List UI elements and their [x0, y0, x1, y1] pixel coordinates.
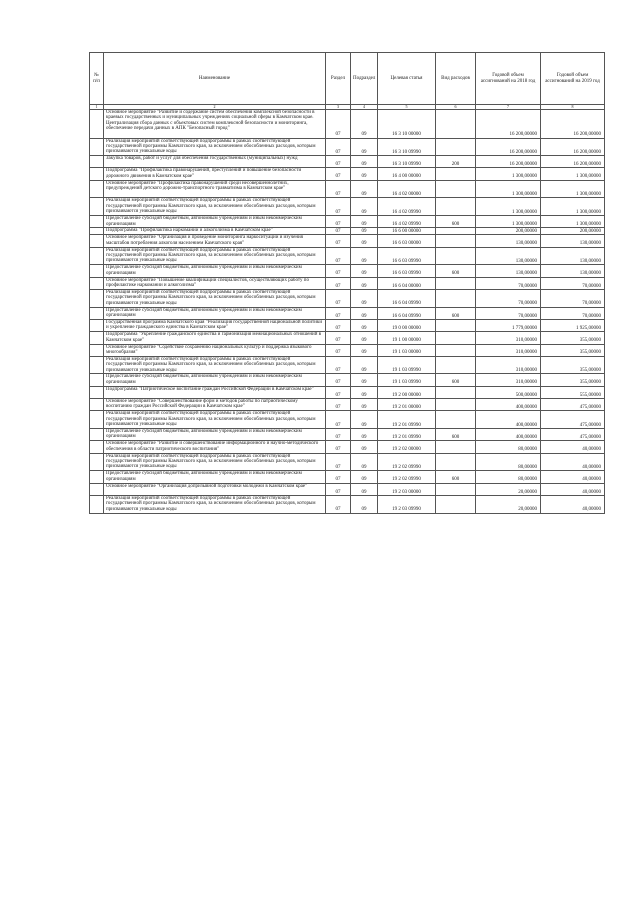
row-2018-cell: 500,00000 [476, 386, 541, 398]
row-type-cell: 600 [436, 307, 476, 319]
row-code-cell: 16 6 03 09990 [378, 247, 436, 265]
row-name-cell: Государственная программа Камчатского края "Реализация государственной национальной политики и укрепление гражданского единства в Камчатском крае" [104, 319, 326, 331]
row-number-cell [90, 356, 104, 374]
row-number-cell [90, 411, 104, 429]
row-section-cell: 07 [326, 471, 351, 483]
row-2018-cell: 1 779,00000 [476, 319, 541, 331]
table-row [90, 198, 605, 216]
row-section-cell: 07 [326, 110, 351, 139]
row-2019-cell: 70,00000 [541, 277, 605, 289]
table-row [90, 344, 605, 356]
col-number: 7 [476, 105, 541, 110]
row-name-cell: Основное мероприятие "Повышение квалификации специалистов, осуществляющих работу по профилактике наркомании и алкоголизма" [104, 277, 326, 289]
row-number-cell [90, 289, 104, 307]
row-number-cell [90, 332, 104, 344]
table-row [90, 495, 605, 513]
col-header-section: Раздел [326, 53, 351, 105]
row-2018-cell: 80,00000 [476, 453, 541, 471]
row-code-cell: 16 4 02 00000 [378, 180, 436, 198]
row-subsection-cell: 09 [351, 307, 378, 319]
table-row [90, 319, 605, 331]
row-2019-cell: 1 300,00000 [541, 168, 605, 180]
row-code-cell: 19 1 03 09990 [378, 356, 436, 374]
row-subsection-cell: 09 [351, 344, 378, 356]
row-number-cell [90, 198, 104, 216]
row-section-cell: 07 [326, 495, 351, 513]
row-name-cell: Подпрограмма "Укрепление гражданского единства и гармонизация межнациональных отношений в Камчатском крае" [104, 332, 326, 344]
row-section-cell: 07 [326, 399, 351, 411]
row-type-cell [436, 228, 476, 235]
row-code-cell: 16 3 10 09990 [378, 156, 436, 168]
row-number-cell [90, 110, 104, 139]
row-section-cell: 07 [326, 307, 351, 319]
table-row [90, 289, 605, 307]
row-subsection-cell: 09 [351, 235, 378, 247]
budget-page [89, 52, 604, 514]
row-subsection-cell: 09 [351, 247, 378, 265]
row-2018-cell: 130,00000 [476, 235, 541, 247]
row-number-cell [90, 138, 104, 156]
row-number-cell [90, 344, 104, 356]
row-subsection-cell: 09 [351, 277, 378, 289]
row-section-cell: 07 [326, 374, 351, 386]
row-2018-cell: 70,00000 [476, 277, 541, 289]
table-row [90, 228, 605, 235]
row-subsection-cell: 09 [351, 441, 378, 453]
row-subsection-cell: 09 [351, 265, 378, 277]
row-name-cell: Предоставление субсидий бюджетным, автономным учреждениям и иным некоммерческим организациям [104, 374, 326, 386]
row-section-cell: 07 [326, 156, 351, 168]
row-code-cell: 19 2 03 00000 [378, 483, 436, 495]
row-2019-cell: 200,00000 [541, 228, 605, 235]
row-number-cell [90, 216, 104, 228]
row-2019-cell: 355,00000 [541, 332, 605, 344]
row-2018-cell: 16 200,00000 [476, 110, 541, 139]
row-subsection-cell: 09 [351, 399, 378, 411]
row-code-cell: 16 4 00 00000 [378, 168, 436, 180]
row-subsection-cell: 09 [351, 180, 378, 198]
col-number: 4 [351, 105, 378, 110]
row-number-cell [90, 386, 104, 398]
row-section-cell: 07 [326, 180, 351, 198]
col-header-type: Вид расходов [436, 53, 476, 105]
row-subsection-cell: 09 [351, 429, 378, 441]
row-name-cell: Реализация мероприятий соответствующей подпрограммы в рамках соответствующей государственной программы Камчатского края, за исключением обособленных расходов, которым присваиваются уникальные коды [104, 198, 326, 216]
col-number: 5 [378, 105, 436, 110]
row-2019-cell: 130,00000 [541, 265, 605, 277]
row-section-cell: 07 [326, 453, 351, 471]
table-row [90, 411, 605, 429]
table-body [90, 110, 605, 514]
row-2019-cell: 355,00000 [541, 374, 605, 386]
row-section-cell: 07 [326, 289, 351, 307]
row-type-cell [436, 441, 476, 453]
row-number-cell [90, 429, 104, 441]
col-header-2019: Годовой объем ассигнований на 2019 год [541, 53, 605, 105]
row-2019-cell: 475,00000 [541, 411, 605, 429]
row-type-cell [436, 180, 476, 198]
row-section-cell: 07 [326, 411, 351, 429]
row-2019-cell: 1 300,00000 [541, 216, 605, 228]
row-section-cell: 07 [326, 386, 351, 398]
row-name-cell: Реализация мероприятий соответствующей подпрограммы в рамках соответствующей государственной программы Камчатского края, за исключением обособленных расходов, которым присваиваются уникальные коды [104, 495, 326, 513]
row-code-cell: 16 6 00 00000 [378, 228, 436, 235]
table-row [90, 453, 605, 471]
row-section-cell: 07 [326, 265, 351, 277]
row-code-cell: 19 1 03 00000 [378, 344, 436, 356]
row-code-cell: 19 1 00 00000 [378, 332, 436, 344]
row-code-cell: 19 2 02 09990 [378, 471, 436, 483]
row-2019-cell: 475,00000 [541, 399, 605, 411]
row-2019-cell: 40,00000 [541, 483, 605, 495]
table-row [90, 429, 605, 441]
row-code-cell: 19 2 02 09990 [378, 453, 436, 471]
table-row [90, 110, 605, 139]
row-code-cell: 19 2 01 09990 [378, 429, 436, 441]
row-2019-cell: 555,00000 [541, 386, 605, 398]
row-type-cell [436, 247, 476, 265]
row-subsection-cell: 09 [351, 110, 378, 139]
row-type-cell: 200 [436, 156, 476, 168]
row-subsection-cell: 09 [351, 483, 378, 495]
row-2018-cell: 70,00000 [476, 307, 541, 319]
row-2019-cell: 355,00000 [541, 356, 605, 374]
row-code-cell: 19 0 00 00000 [378, 319, 436, 331]
row-2018-cell: 310,00000 [476, 344, 541, 356]
row-code-cell: 19 2 01 00000 [378, 399, 436, 411]
row-2018-cell: 1 300,00000 [476, 168, 541, 180]
row-2019-cell: 130,00000 [541, 235, 605, 247]
table-row [90, 386, 605, 398]
row-2019-cell: 70,00000 [541, 289, 605, 307]
row-2018-cell: 1 300,00000 [476, 216, 541, 228]
row-2019-cell: 475,00000 [541, 429, 605, 441]
col-header-subsection: Подраздел [351, 53, 378, 105]
row-2019-cell: 40,00000 [541, 495, 605, 513]
row-2018-cell: 400,00000 [476, 399, 541, 411]
row-2018-cell: 16 200,00000 [476, 138, 541, 156]
col-number: 8 [541, 105, 605, 110]
row-type-cell [436, 110, 476, 139]
row-subsection-cell: 09 [351, 156, 378, 168]
row-code-cell: 16 6 04 09990 [378, 307, 436, 319]
row-2019-cell: 70,00000 [541, 307, 605, 319]
row-section-cell: 07 [326, 319, 351, 331]
row-type-cell [436, 168, 476, 180]
row-type-cell [436, 386, 476, 398]
row-name-cell: Реализация мероприятий соответствующей подпрограммы в рамках соответствующей государственной программы Камчатского края, за исключением обособленных расходов, которым присваиваются уникальные коды [104, 411, 326, 429]
row-type-cell [436, 319, 476, 331]
row-name-cell: Реализация мероприятий соответствующей подпрограммы в рамках соответствующей государственной программы Камчатского края, за исключением обособленных расходов, которым присваиваются уникальные коды [104, 138, 326, 156]
row-number-cell [90, 168, 104, 180]
row-subsection-cell: 09 [351, 332, 378, 344]
row-subsection-cell: 09 [351, 471, 378, 483]
row-section-cell: 07 [326, 332, 351, 344]
row-2018-cell: 80,00000 [476, 471, 541, 483]
row-2018-cell: 20,00000 [476, 495, 541, 513]
row-section-cell: 07 [326, 429, 351, 441]
row-2018-cell: 310,00000 [476, 374, 541, 386]
row-section-cell: 07 [326, 247, 351, 265]
row-subsection-cell: 09 [351, 374, 378, 386]
row-2019-cell: 40,00000 [541, 471, 605, 483]
table-row [90, 374, 605, 386]
row-code-cell: 19 2 01 09990 [378, 411, 436, 429]
row-type-cell [436, 453, 476, 471]
row-name-cell: Основное мероприятие "Развитие и содержание систем обеспечения комплексной безопасности в краевых государственных и муниципальных учреждениях социальной сферы в Камчатском крае. Централизация сбора данных с объектовых систем комплексной безопасности и мониторинга, обеспечение передачи данных в АПК "Безопасный город" [104, 110, 326, 139]
row-type-cell [436, 483, 476, 495]
row-code-cell: 19 2 02 00000 [378, 441, 436, 453]
row-section-cell: 07 [326, 277, 351, 289]
row-subsection-cell: 09 [351, 138, 378, 156]
row-type-cell [436, 344, 476, 356]
row-2019-cell: 130,00000 [541, 247, 605, 265]
col-header-name: Наименование [104, 53, 326, 105]
row-name-cell: Предоставление субсидий бюджетным, автономным учреждениям и иным некоммерческим организациям [104, 429, 326, 441]
row-name-cell: Предоставление субсидий бюджетным, автономным учреждениям и иным некоммерческим организациям [104, 471, 326, 483]
col-header-code: Целевая статья [378, 53, 436, 105]
row-number-cell [90, 471, 104, 483]
row-type-cell [436, 411, 476, 429]
row-name-cell: Подпрограмма "Патриотическое воспитание граждан Российской Федерации в Камчатском крае" [104, 386, 326, 398]
row-2018-cell: 310,00000 [476, 332, 541, 344]
row-number-cell [90, 265, 104, 277]
row-code-cell: 16 6 03 09990 [378, 265, 436, 277]
row-section-cell: 07 [326, 235, 351, 247]
row-subsection-cell: 09 [351, 386, 378, 398]
col-header-2018: Годовой объем ассигнований на 2018 год [476, 53, 541, 105]
row-name-cell: Предоставление субсидий бюджетным, автономным учреждениям и иным некоммерческим организациям [104, 216, 326, 228]
table-row [90, 332, 605, 344]
row-number-cell [90, 441, 104, 453]
row-2019-cell: 1 300,00000 [541, 180, 605, 198]
row-subsection-cell: 09 [351, 495, 378, 513]
row-number-cell [90, 483, 104, 495]
row-number-cell [90, 374, 104, 386]
row-2018-cell: 130,00000 [476, 265, 541, 277]
table-row [90, 471, 605, 483]
row-name-cell: Реализация мероприятий соответствующей подпрограммы в рамках соответствующей государственной программы Камчатского края, за исключением обособленных расходов, которым присваиваются уникальные коды [104, 289, 326, 307]
table-row [90, 235, 605, 247]
row-type-cell: 600 [436, 216, 476, 228]
row-type-cell [436, 138, 476, 156]
row-number-cell [90, 307, 104, 319]
row-code-cell: 16 6 03 00000 [378, 235, 436, 247]
row-name-cell: Предоставление субсидий бюджетным, автономным учреждениям и иным некоммерческим организациям [104, 265, 326, 277]
row-code-cell: 16 4 02 09990 [378, 216, 436, 228]
header-row [90, 53, 605, 105]
row-2019-cell: 1 300,00000 [541, 198, 605, 216]
row-subsection-cell: 09 [351, 319, 378, 331]
col-number: 6 [436, 105, 476, 110]
row-2018-cell: 80,00000 [476, 441, 541, 453]
row-type-cell [436, 356, 476, 374]
row-type-cell [436, 277, 476, 289]
table-row [90, 180, 605, 198]
row-subsection-cell: 09 [351, 168, 378, 180]
row-number-cell [90, 319, 104, 331]
row-2018-cell: 130,00000 [476, 247, 541, 265]
row-2018-cell: 1 300,00000 [476, 180, 541, 198]
row-section-cell: 07 [326, 138, 351, 156]
row-name-cell: Подпрограмма "Профилактика правонарушений, преступлений и повышение безопасности дорожного движения в Камчатском крае" [104, 168, 326, 180]
table-row [90, 156, 605, 168]
row-type-cell [436, 399, 476, 411]
col-number: 1 [90, 105, 104, 110]
row-number-cell [90, 156, 104, 168]
row-2018-cell: 400,00000 [476, 429, 541, 441]
row-name-cell: Основное мероприятие "Организация и проведение мониторинга наркоситуации и изучения масштабов потребления алкоголя населением Камчатского края" [104, 235, 326, 247]
row-code-cell: 19 1 03 09990 [378, 374, 436, 386]
table-row [90, 265, 605, 277]
table-row [90, 307, 605, 319]
row-section-cell: 07 [326, 356, 351, 374]
row-number-cell [90, 247, 104, 265]
row-2019-cell: 40,00000 [541, 453, 605, 471]
row-2019-cell: 355,00000 [541, 344, 605, 356]
row-type-cell: 600 [436, 429, 476, 441]
row-section-cell: 07 [326, 228, 351, 235]
row-code-cell: 16 3 10 00000 [378, 110, 436, 139]
row-number-cell [90, 228, 104, 235]
row-name-cell: Реализация мероприятий соответствующей подпрограммы в рамках соответствующей государственной программы Камчатского края, за исключением обособленных расходов, которым присваиваются уникальные коды [104, 453, 326, 471]
row-subsection-cell: 09 [351, 216, 378, 228]
table-row [90, 483, 605, 495]
table-row [90, 356, 605, 374]
row-type-cell: 600 [436, 374, 476, 386]
table-row [90, 277, 605, 289]
row-subsection-cell: 09 [351, 453, 378, 471]
row-code-cell: 16 6 04 00000 [378, 277, 436, 289]
row-subsection-cell: 09 [351, 411, 378, 429]
row-subsection-cell: 09 [351, 289, 378, 307]
row-2018-cell: 200,00000 [476, 228, 541, 235]
row-name-cell: Основное мероприятие "Совершенствование форм и методов работы по патриотическому воспитанию граждан Российской Федерации в Камчатском крае" [104, 399, 326, 411]
col-number: 2 [104, 105, 326, 110]
row-2018-cell: 400,00000 [476, 411, 541, 429]
row-2019-cell: 16 200,00000 [541, 156, 605, 168]
row-2019-cell: 1 925,00000 [541, 319, 605, 331]
row-2018-cell: 1 300,00000 [476, 198, 541, 216]
row-number-cell [90, 495, 104, 513]
row-number-cell [90, 399, 104, 411]
row-name-cell: Предоставление субсидий бюджетным, автономным учреждениям и иным некоммерческим организациям [104, 307, 326, 319]
row-subsection-cell: 09 [351, 356, 378, 374]
row-name-cell: Реализация мероприятий соответствующей подпрограммы в рамках соответствующей государственной программы Камчатского края, за исключением обособленных расходов, которым присваиваются уникальные коды [104, 247, 326, 265]
row-number-cell [90, 235, 104, 247]
row-code-cell: 19 2 03 09990 [378, 495, 436, 513]
col-header-number: № п/п [90, 53, 104, 105]
row-name-cell: Основное мероприятие "Развитие и совершенствование информационного и научно-методического обеспечения в области патриотического воспитания" [104, 441, 326, 453]
row-name-cell: Подпрограмма "Профилактика наркомании и алкоголизма в Камчатском крае" [104, 228, 326, 235]
row-2018-cell: 310,00000 [476, 356, 541, 374]
row-subsection-cell: 09 [351, 228, 378, 235]
row-2019-cell: 16 200,00000 [541, 110, 605, 139]
row-section-cell: 07 [326, 483, 351, 495]
row-code-cell: 16 3 10 09990 [378, 138, 436, 156]
table-row [90, 168, 605, 180]
row-2018-cell: 16 200,00000 [476, 156, 541, 168]
row-name-cell: Реализация мероприятий соответствующей подпрограммы в рамках соответствующей государственной программы Камчатского края, за исключением обособленных расходов, которым присваиваются уникальные коды [104, 356, 326, 374]
row-section-cell: 07 [326, 168, 351, 180]
row-type-cell [436, 198, 476, 216]
row-type-cell [436, 289, 476, 307]
row-section-cell: 07 [326, 344, 351, 356]
row-type-cell: 600 [436, 265, 476, 277]
row-2018-cell: 70,00000 [476, 289, 541, 307]
row-name-cell: Основное мероприятие "Организация допризывной подготовки молодежи в Камчатском крае" [104, 483, 326, 495]
row-section-cell: 07 [326, 216, 351, 228]
row-subsection-cell: 09 [351, 198, 378, 216]
row-name-cell: Закупка товаров, работ и услуг для обеспечения государственных (муниципальных) нужд [104, 156, 326, 168]
table-row [90, 247, 605, 265]
row-2019-cell: 16 200,00000 [541, 138, 605, 156]
row-code-cell: 16 4 02 09990 [378, 198, 436, 216]
row-number-cell [90, 277, 104, 289]
row-2018-cell: 20,00000 [476, 483, 541, 495]
row-name-cell: Основное мероприятие "Содействие сохранению национальных культур и поддержка языкового многообразия" [104, 344, 326, 356]
row-section-cell: 07 [326, 441, 351, 453]
row-name-cell: Основное мероприятие "Профилактика правонарушений среди несовершеннолетних, предупреждений детского дорожно-транспортного травматизма в Камчатском крае" [104, 180, 326, 198]
table-row [90, 216, 605, 228]
row-number-cell [90, 180, 104, 198]
row-code-cell: 16 6 04 09990 [378, 289, 436, 307]
table-row [90, 399, 605, 411]
budget-table [89, 52, 605, 514]
row-2019-cell: 40,00000 [541, 441, 605, 453]
row-number-cell [90, 453, 104, 471]
table-row [90, 138, 605, 156]
row-section-cell: 07 [326, 198, 351, 216]
col-number: 3 [326, 105, 351, 110]
row-type-cell [436, 495, 476, 513]
row-type-cell [436, 332, 476, 344]
row-type-cell [436, 235, 476, 247]
row-type-cell: 600 [436, 471, 476, 483]
row-code-cell: 19 2 00 00000 [378, 386, 436, 398]
table-row [90, 441, 605, 453]
